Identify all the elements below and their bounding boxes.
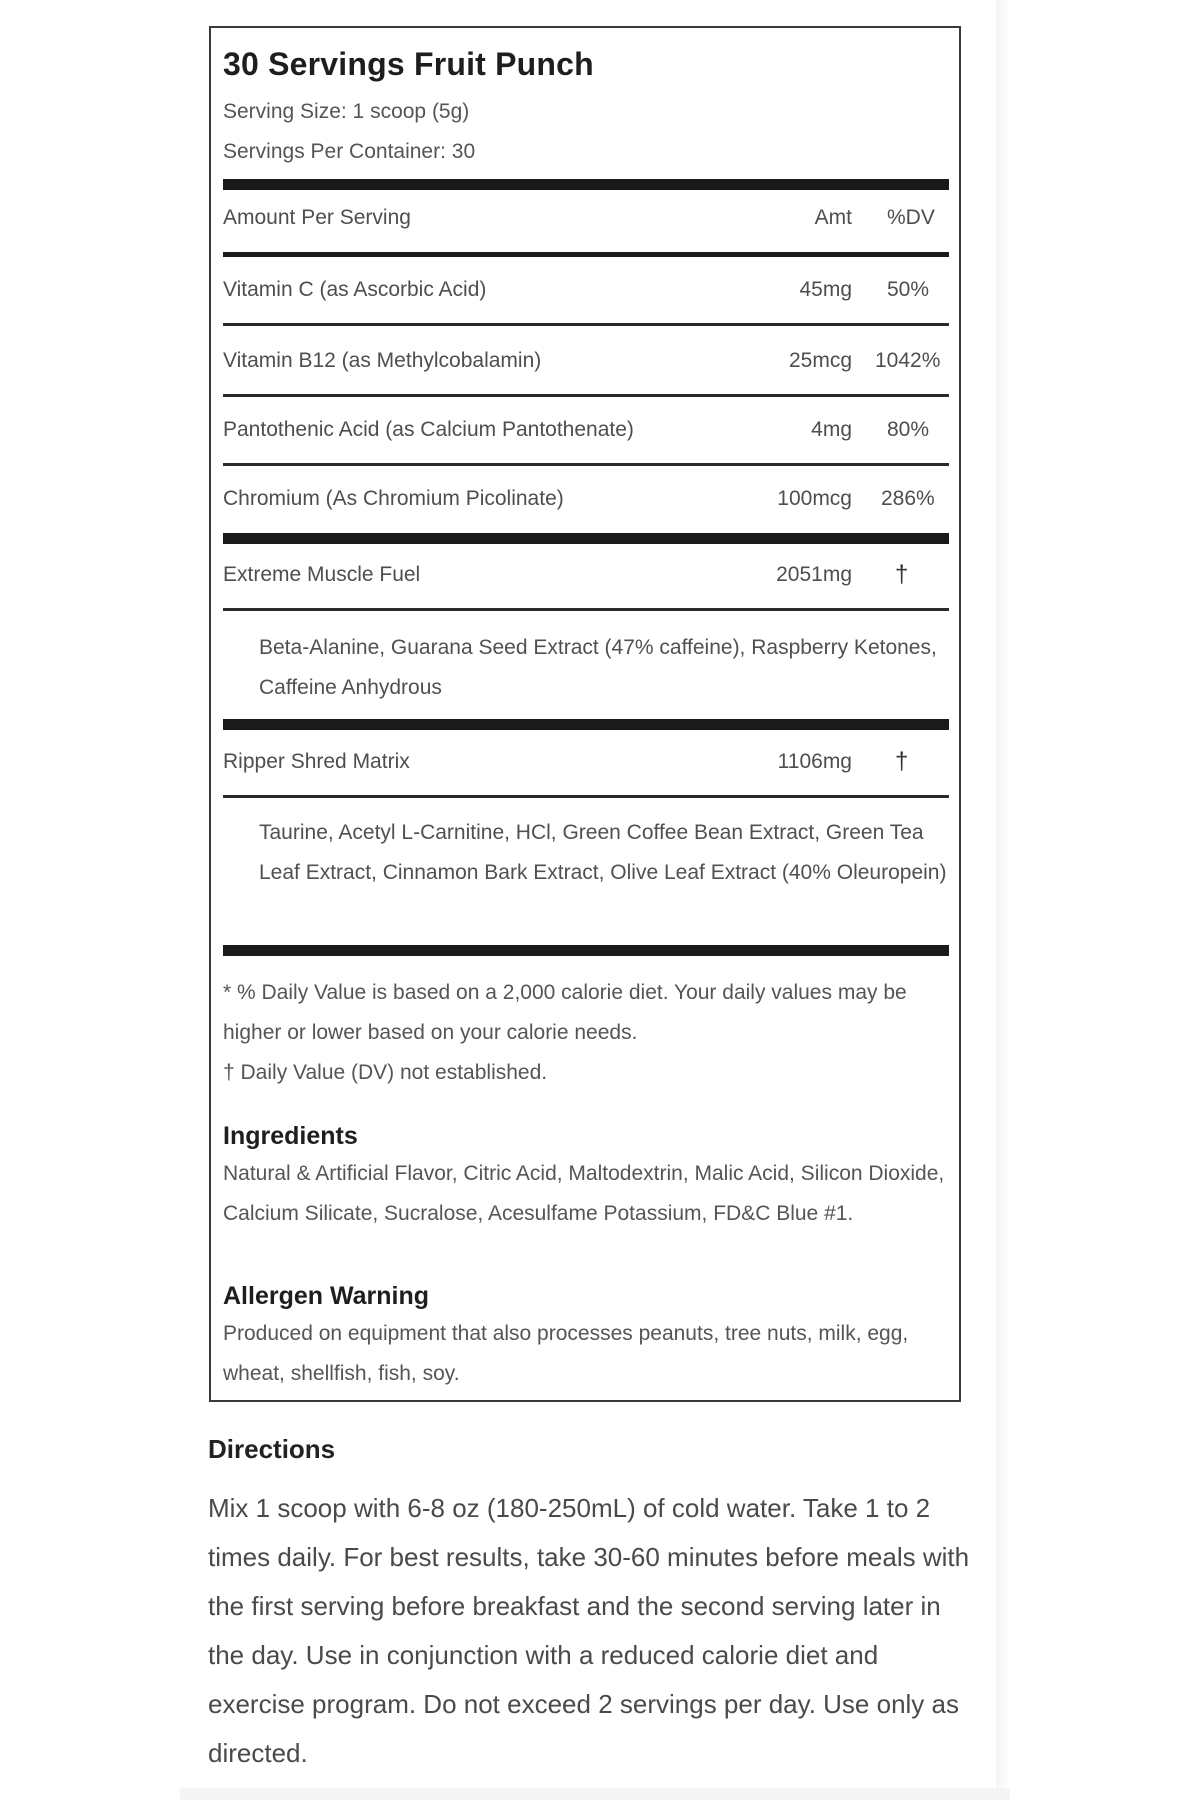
divider-thick <box>223 719 949 730</box>
ingredients-heading: Ingredients <box>223 1122 358 1150</box>
nutrient-dv: 286% <box>881 487 935 510</box>
nutrient-row <box>223 270 949 310</box>
blend-row <box>223 555 949 595</box>
supplement-facts-panel <box>209 26 961 1402</box>
blend-amount: 1106mg <box>777 750 852 773</box>
divider-thin <box>223 394 949 397</box>
nutrient-name: Pantothenic Acid (as Calcium Pantothenate) <box>223 418 634 441</box>
page-bottom-shadow <box>180 1788 1010 1800</box>
nutrient-amount: 100mcg <box>777 487 852 510</box>
divider-thick <box>223 533 949 544</box>
directions-text: Mix 1 scoop with 6-8 oz (180-250mL) of cold water. Take 1 to 2 times daily. For best results, take 30-60 minutes before meals with the first serving before breakfast and the second serving later in the day. Use in conjunction with a reduced calorie diet and exercise program. Do not exceed 2 servings per day. Use only as directed. <box>208 1493 970 1768</box>
nutrient-name: Vitamin C (as Ascorbic Acid) <box>223 278 487 301</box>
blend-row <box>223 742 949 782</box>
header-dv: %DV <box>887 206 935 229</box>
allergen-text: Produced on equipment that also processes peanuts, tree nuts, milk, egg, wheat, shellfish, fish, soy. <box>223 1322 909 1385</box>
blend-ingredients: Taurine, Acetyl L-Carnitine, HCl, Green Coffee Bean Extract, Green Tea Leaf Extract, Cinnamon Bark Extract, Olive Leaf Extract (40% Oleuropein) <box>259 821 947 884</box>
blend-name: Ripper Shred Matrix <box>223 750 410 773</box>
daily-value-footnote: * % Daily Value is based on a 2,000 calorie diet. Your daily values may be higher or lower based on your calorie needs. <box>223 981 907 1044</box>
divider-thin <box>223 795 949 798</box>
blend-name: Extreme Muscle Fuel <box>223 563 421 586</box>
divider-thick <box>223 945 949 956</box>
nutrient-amount: 4mg <box>811 418 852 441</box>
ingredients-text: Natural & Artificial Flavor, Citric Acid, Maltodextrin, Malic Acid, Silicon Dioxide, Calcium Silicate, Sucralose, Acesulfame Potassium, FD&C Blue #1. <box>223 1162 945 1225</box>
page-edge-shadow <box>996 0 1010 1800</box>
blend-ingredients: Beta-Alanine, Guarana Seed Extract (47% caffeine), Raspberry Ketones, Caffeine Anhydrous <box>259 636 937 699</box>
dagger-mark: † <box>895 748 909 775</box>
divider-mid <box>223 252 949 257</box>
divider-thin <box>223 323 949 326</box>
divider-thick <box>223 179 949 190</box>
header-amt: Amt <box>814 206 852 229</box>
allergen-heading: Allergen Warning <box>223 1282 430 1310</box>
nutrient-row <box>223 410 949 450</box>
nutrient-name: Chromium (As Chromium Picolinate) <box>223 487 564 510</box>
header-row <box>223 198 949 238</box>
header-amount-per-serving: Amount Per Serving <box>223 206 411 229</box>
nutrient-dv: 80% <box>887 418 930 441</box>
dagger-mark: † <box>895 561 909 588</box>
dagger-footnote: † Daily Value (DV) not established. <box>223 1061 548 1084</box>
servings-per-container: Servings Per Container: 30 <box>223 140 476 163</box>
panel-title: 30 Servings Fruit Punch <box>223 46 594 82</box>
nutrient-name: Vitamin B12 (as Methylcobalamin) <box>223 349 542 372</box>
blend-amount: 2051mg <box>776 563 852 586</box>
nutrient-row <box>223 341 949 381</box>
divider-thin <box>223 608 949 611</box>
nutrient-amount: 45mg <box>799 278 852 301</box>
directions-heading: Directions <box>208 1434 336 1464</box>
nutrient-dv: 50% <box>887 278 930 301</box>
divider-thin <box>223 463 949 466</box>
nutrient-dv: 1042% <box>875 349 941 372</box>
nutrient-amount: 25mcg <box>788 349 852 372</box>
nutrient-row <box>223 479 949 519</box>
serving-size: Serving Size: 1 scoop (5g) <box>223 100 470 123</box>
